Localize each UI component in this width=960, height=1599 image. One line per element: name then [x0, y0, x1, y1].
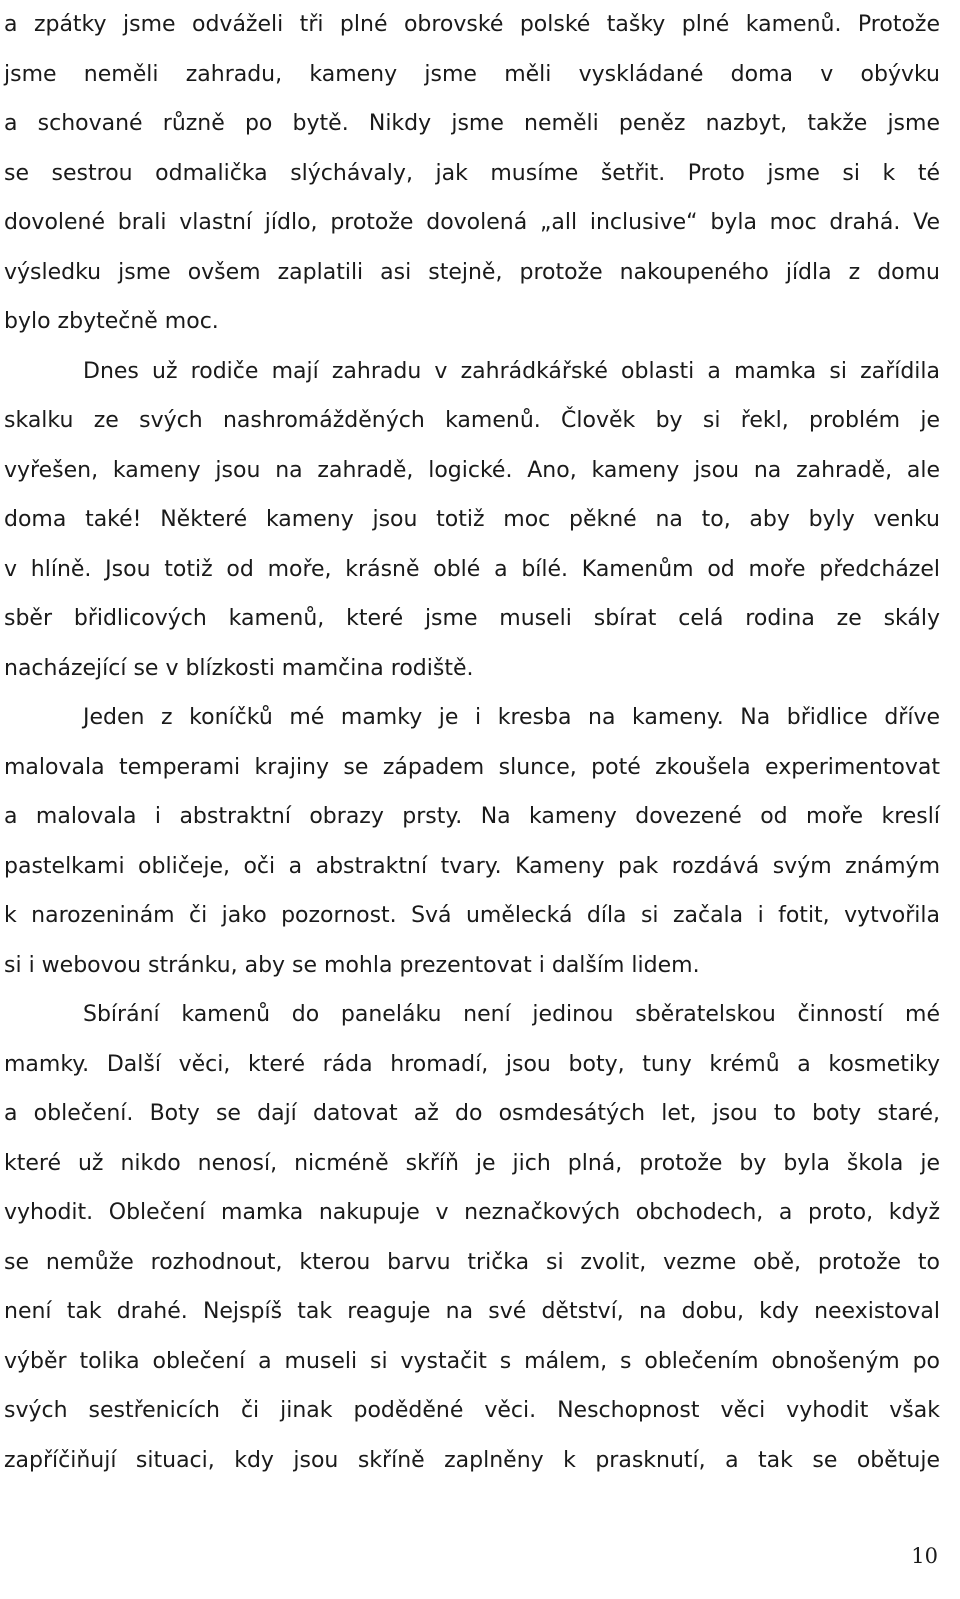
text-line: zapříčiňují situaci, kdy jsou skříně zaplněny k prasknutí, a tak se obětuje	[4, 1447, 940, 1473]
text-line: malovala temperami krajiny se západem slunce, poté zkoušela experimentovat	[4, 754, 940, 780]
text-line: mamky. Další věci, které ráda hromadí, jsou boty, tuny krémů a kosmetiky	[4, 1051, 940, 1077]
text-line: Sbírání kamenů do paneláku není jedinou sběratelskou činností mé	[83, 1002, 940, 1027]
text-line: si i webovou stránku, aby se mohla prezentovat i dalším lidem.	[4, 952, 700, 978]
text-line: svých sestřenicích či jinak poděděné věci. Neschopnost věci vyhodit však	[4, 1398, 940, 1423]
text-line: a zpátky jsme odváželi tři plné obrovské polské tašky plné kamenů. Protože	[4, 12, 940, 37]
page-number: 10	[911, 1544, 938, 1568]
text-line: se sestrou odmalička slýchávaly, jak musíme šetřit. Proto jsme si k té	[4, 160, 940, 186]
text-line: sběr břidlicových kamenů, které jsme museli sbírat celá rodina ze skály	[4, 606, 940, 631]
text-line: skalku ze svých nashromážděných kamenů. Člověk by si řekl, problém je	[4, 408, 940, 433]
document-page	[4, 0, 940, 1485]
text-line: které už nikdo nenosí, nicméně skříň je jich plná, protože by byla škola je	[4, 1150, 940, 1176]
text-line: se nemůže rozhodnout, kterou barvu trička si zvolit, vezme obě, protože to	[4, 1249, 940, 1275]
text-line: v hlíně. Jsou totiž od moře, krásně oblé a bílé. Kamenům od moře předcházel	[4, 556, 940, 582]
text-line: vyřešen, kameny jsou na zahradě, logické. Ano, kameny jsou na zahradě, ale	[4, 457, 940, 483]
text-line: pastelkami obličeje, oči a abstraktní tvary. Kameny pak rozdává svým známým	[4, 853, 940, 879]
text-line: Jeden z koníčků mé mamky je i kresba na kameny. Na břidlice dříve	[83, 705, 940, 730]
text-line: výběr tolika oblečení a museli si vystačit s málem, s oblečením obnošeným po	[4, 1348, 940, 1374]
text-line: a schované různě po bytě. Nikdy jsme neměli peněz nazbyt, takže jsme	[4, 111, 940, 136]
paragraph	[4, 693, 940, 990]
text-line: jsme neměli zahradu, kameny jsme měli vyskládané doma v obývku	[4, 61, 940, 87]
text-line: vyhodit. Oblečení mamka nakupuje v neznačkových obchodech, a proto, když	[4, 1200, 940, 1225]
text-line: výsledku jsme ovšem zaplatili asi stejně, protože nakoupeného jídla z domu	[4, 259, 940, 285]
text-line: bylo zbytečně moc.	[4, 309, 219, 334]
paragraph	[4, 347, 940, 694]
text-line: doma také! Některé kameny jsou totiž moc pěkné na to, aby byly venku	[4, 507, 940, 532]
text-line: dovolené brali vlastní jídlo, protože dovolená „all inclusive“ byla moc drahá. Ve	[4, 210, 940, 235]
text-line: a oblečení. Boty se dají datovat až do osmdesátých let, jsou to boty staré,	[4, 1101, 940, 1126]
text-line: a malovala i abstraktní obrazy prsty. Na kameny dovezené od moře kreslí	[4, 804, 940, 829]
text-line: k narozeninám či jako pozornost. Svá umělecká díla si začala i fotit, vytvořila	[4, 903, 940, 928]
text-line: Dnes už rodiče mají zahradu v zahrádkářské oblasti a mamka si zařídila	[83, 358, 940, 384]
paragraph	[4, 0, 940, 347]
paragraph	[4, 990, 940, 1485]
text-line: není tak drahé. Nejspíš tak reaguje na své dětství, na dobu, kdy neexistoval	[4, 1299, 940, 1324]
text-line: nacházející se v blízkosti mamčina rodiště.	[4, 655, 474, 681]
